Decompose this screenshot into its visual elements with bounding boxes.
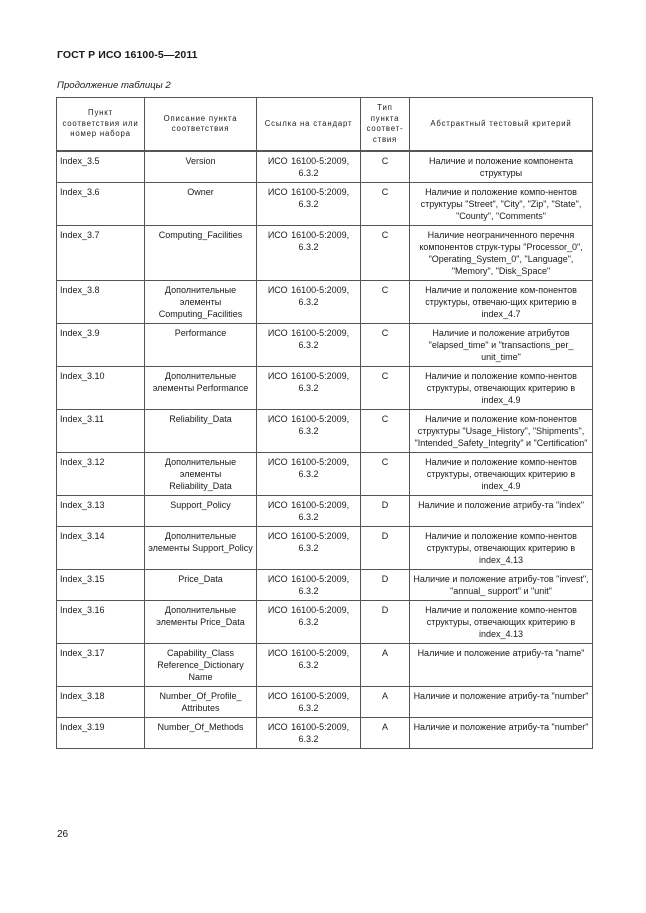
conformance-type-cell: D xyxy=(361,570,410,601)
column-header: Тип пункта соответ-ствия xyxy=(361,98,410,151)
test-criterion-cell: Наличие и положение компонента структуры xyxy=(410,152,593,183)
table-row xyxy=(57,453,593,496)
column-header: Абстрактный тестовый критерий xyxy=(410,98,593,151)
description-cell: Reliability_Data xyxy=(145,410,257,453)
table-row xyxy=(57,281,593,324)
test-criterion-cell: Наличие и положение компо-нентов структуры, отвечающих критерию в index_4.9 xyxy=(410,367,593,410)
test-criterion-cell: Наличие и положение компо-нентов структуры, отвечающих критерию в index_4.9 xyxy=(410,453,593,496)
document-id: ГОСТ Р ИСО 16100-5—2011 xyxy=(57,49,198,61)
column-header: Описание пункта соответствия xyxy=(145,98,257,151)
table-body xyxy=(57,151,593,749)
description-cell: Number_Of_Profile_ Attributes xyxy=(145,687,257,718)
conformance-type-cell: C xyxy=(361,324,410,367)
conformance-type-cell: A xyxy=(361,718,410,749)
test-criterion-cell: Наличие и положение компо-нентов структуры, отвечающих критерию в index_4.13 xyxy=(410,527,593,570)
conformance-id-cell: Index_3.6 xyxy=(57,183,145,226)
conformance-type-cell: C xyxy=(361,183,410,226)
table-row xyxy=(57,718,593,749)
conformance-id-cell: Index_3.9 xyxy=(57,324,145,367)
description-cell: Computing_Facilities xyxy=(145,226,257,281)
standard-reference-cell: ИСО 16100-5:2009, 6.3.2 xyxy=(257,367,361,410)
conformance-type-cell: C xyxy=(361,226,410,281)
standard-reference-cell: ИСО 16100-5:2009, 6.3.2 xyxy=(257,496,361,527)
table-row xyxy=(57,687,593,718)
table-row xyxy=(57,527,593,570)
table-row xyxy=(57,496,593,527)
test-criterion-cell: Наличие и положение компо-нентов структуры "Street", "City", "Zip", "State", "County", "Comments" xyxy=(410,183,593,226)
standard-reference-cell: ИСО 16100-5:2009, 6.3.2 xyxy=(257,410,361,453)
conformance-id-cell: Index_3.19 xyxy=(57,718,145,749)
conformance-id-cell: Index_3.14 xyxy=(57,527,145,570)
conformance-id-cell: Index_3.17 xyxy=(57,644,145,687)
description-cell: Performance xyxy=(145,324,257,367)
table-header-row xyxy=(57,98,593,151)
test-criterion-cell: Наличие и положение ком-понентов структуры, отвечаю-щих критерию в index_4.7 xyxy=(410,281,593,324)
table-row xyxy=(57,152,593,183)
description-cell: Version xyxy=(145,152,257,183)
conformance-id-cell: Index_3.15 xyxy=(57,570,145,601)
description-cell: Дополнительные элементы Reliability_Data xyxy=(145,453,257,496)
column-header: Пункт соответствия или номер набора xyxy=(57,98,145,151)
test-criterion-cell: Наличие и положение атрибу-та "name" xyxy=(410,644,593,687)
description-cell: Дополнительные элементы Price_Data xyxy=(145,601,257,644)
table-row xyxy=(57,644,593,687)
description-cell: Owner xyxy=(145,183,257,226)
table-caption: Продолжение таблицы 2 xyxy=(57,80,171,91)
standard-reference-cell: ИСО 16100-5:2009, 6.3.2 xyxy=(257,226,361,281)
conformance-id-cell: Index_3.8 xyxy=(57,281,145,324)
test-criterion-cell: Наличие и положение атрибу-та "number" xyxy=(410,687,593,718)
page-number: 26 xyxy=(57,829,69,840)
conformance-id-cell: Index_3.12 xyxy=(57,453,145,496)
conformance-type-cell: C xyxy=(361,367,410,410)
table-row xyxy=(57,410,593,453)
standard-reference-cell: ИСО 16100-5:2009, 6.3.2 xyxy=(257,570,361,601)
standard-reference-cell: ИСО 16100-5:2009, 6.3.2 xyxy=(257,718,361,749)
conformance-type-cell: A xyxy=(361,644,410,687)
standard-reference-cell: ИСО 16100-5:2009, 6.3.2 xyxy=(257,324,361,367)
standard-reference-cell: ИСО 16100-5:2009, 6.3.2 xyxy=(257,527,361,570)
standard-reference-cell: ИСО 16100-5:2009, 6.3.2 xyxy=(257,152,361,183)
standard-reference-cell: ИСО 16100-5:2009, 6.3.2 xyxy=(257,601,361,644)
conformance-id-cell: Index_3.7 xyxy=(57,226,145,281)
conformance-type-cell: A xyxy=(361,687,410,718)
description-cell: Дополнительные элементы Computing_Facilities xyxy=(145,281,257,324)
table-row xyxy=(57,226,593,281)
standard-reference-cell: ИСО 16100-5:2009, 6.3.2 xyxy=(257,453,361,496)
conformance-type-cell: C xyxy=(361,152,410,183)
test-criterion-cell: Наличие и положение атрибутов "elapsed_time" и "transactions_per_ unit_time" xyxy=(410,324,593,367)
conformance-type-cell: C xyxy=(361,281,410,324)
test-criterion-cell: Наличие и положение атрибу-та "index" xyxy=(410,496,593,527)
conformance-type-cell: C xyxy=(361,410,410,453)
table-row xyxy=(57,570,593,601)
conformance-id-cell: Index_3.16 xyxy=(57,601,145,644)
test-criterion-cell: Наличие и положение атрибу-тов "invest", "annual_ support" и "unit" xyxy=(410,570,593,601)
test-criterion-cell: Наличие неограниченного перечня компонентов струк-туры "Processor_0", "Operating_System_0", "Language", "Memory", "Disk_Space" xyxy=(410,226,593,281)
standard-reference-cell: ИСО 16100-5:2009, 6.3.2 xyxy=(257,644,361,687)
conformance-id-cell: Index_3.18 xyxy=(57,687,145,718)
description-cell: Дополнительные элементы Support_Policy xyxy=(145,527,257,570)
standard-reference-cell: ИСО 16100-5:2009, 6.3.2 xyxy=(257,183,361,226)
conformance-id-cell: Index_3.5 xyxy=(57,152,145,183)
description-cell: Support_Policy xyxy=(145,496,257,527)
column-header: Ссылка на стандарт xyxy=(257,98,361,151)
table-row xyxy=(57,183,593,226)
conformance-id-cell: Index_3.13 xyxy=(57,496,145,527)
test-criterion-cell: Наличие и положение атрибу-та "number" xyxy=(410,718,593,749)
description-cell: Capability_Class Reference_Dictionary Name xyxy=(145,644,257,687)
description-cell: Дополнительные элементы Performance xyxy=(145,367,257,410)
conformance-id-cell: Index_3.10 xyxy=(57,367,145,410)
standard-reference-cell: ИСО 16100-5:2009, 6.3.2 xyxy=(257,281,361,324)
test-criterion-cell: Наличие и положение ком-понентов структуры "Usage_History", "Shipments", "Intended_Safety_Integrity" и "Certification" xyxy=(410,410,593,453)
table-row xyxy=(57,367,593,410)
description-cell: Price_Data xyxy=(145,570,257,601)
test-criterion-cell: Наличие и положение компо-нентов структуры, отвечающих критерию в index_4.13 xyxy=(410,601,593,644)
conformance-type-cell: D xyxy=(361,527,410,570)
conformance-type-cell: C xyxy=(361,453,410,496)
standard-reference-cell: ИСО 16100-5:2009, 6.3.2 xyxy=(257,687,361,718)
conformance-type-cell: D xyxy=(361,496,410,527)
table-row xyxy=(57,601,593,644)
conformance-id-cell: Index_3.11 xyxy=(57,410,145,453)
table-row xyxy=(57,324,593,367)
description-cell: Number_Of_Methods xyxy=(145,718,257,749)
conformance-type-cell: D xyxy=(361,601,410,644)
conformance-table xyxy=(56,97,593,749)
